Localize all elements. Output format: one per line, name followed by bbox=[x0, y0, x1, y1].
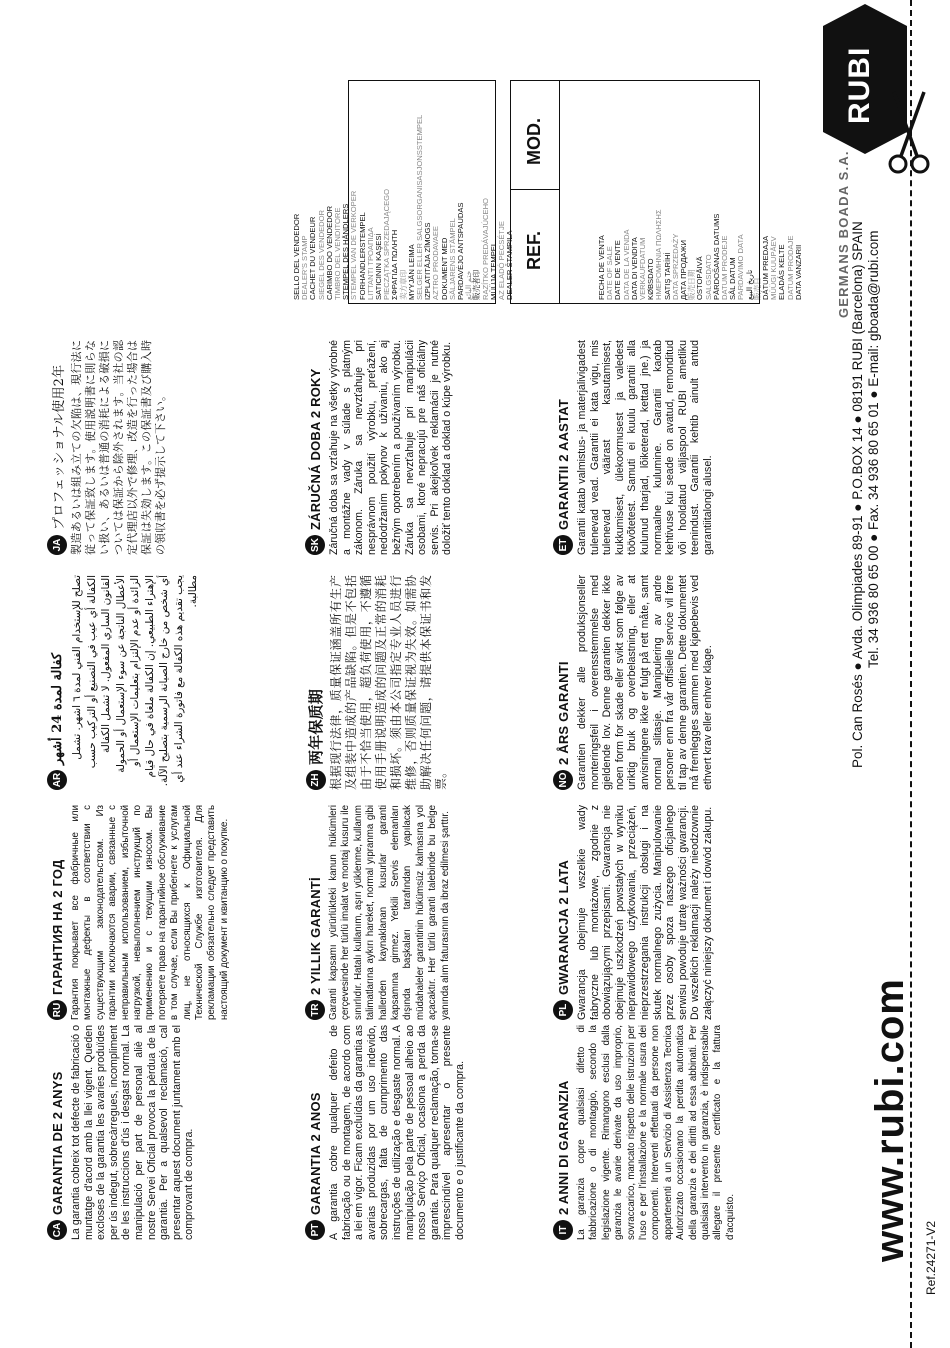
section-title: 两年保质期 bbox=[307, 688, 325, 765]
date-of-sale-label: DÁTUM PREDAJA bbox=[761, 235, 771, 300]
section-body: La garantia cobreix tot defecte de fabricació o muntatge d'acord amb la llei vigent. Queden excloses de la garantia les avaries produïdes per ús indegut, sobrecàrregues, incompliment de les instruccions d'ús i desgast normal. La manipulació per part de personal aliè al nostre Servei Oficial provoca la pèrdua de la garantia. Per a qualsevol reclamació, cal presentar aquest document juntament amb el comprovant de compra. bbox=[70, 1025, 196, 1240]
section-pt bbox=[305, 1025, 467, 1240]
language-badge: PL bbox=[553, 1000, 573, 1020]
dealer-stamp-label: ختم البائع bbox=[464, 270, 474, 300]
dealer-stamp-label: SIEGEL DES VENDEDOR bbox=[316, 209, 326, 300]
date-of-sale-label: DATA DE LA VENDA bbox=[621, 229, 631, 300]
rubi-logo-text: RUBI bbox=[843, 46, 876, 124]
company-address: Pol. Can Rosés ● Avda. Olimpiades 89-91 ● P.O.BOX 14 ● 08191 RUBI (Barcelona) SPAIN bbox=[850, 221, 865, 768]
section-no bbox=[553, 575, 715, 790]
section-title: 2 ÅRS GARANTI bbox=[555, 661, 571, 765]
dealer-stamp-label: MYYJÄN LEIMA bbox=[406, 244, 416, 300]
section-sk bbox=[305, 340, 454, 555]
language-badge: JA bbox=[47, 535, 67, 555]
reference-code: Ref.24271-V2 bbox=[924, 1220, 938, 1295]
date-of-sale-label: KØBSDATO bbox=[646, 258, 656, 300]
language-badge: SK bbox=[305, 535, 325, 555]
language-badge: IT bbox=[553, 1220, 573, 1240]
date-of-sale-label: 販売日期 bbox=[687, 269, 697, 300]
dealer-stamp-label: SÄLJARENS STÄMPEL bbox=[447, 218, 457, 300]
date-of-sale-label: DATE OF SALE bbox=[605, 246, 615, 300]
language-badge: RU bbox=[47, 1000, 67, 1020]
dealer-stamp-label: DEALER ŠTAMPILA bbox=[505, 230, 515, 300]
dealer-stamp-label: IZPLATITĀJA ZĪMOGS bbox=[423, 222, 433, 300]
section-body: Gwarancja obejmuje wszelkie wady fabryczne lub montażowe, zgodnie z obowiązującymi przepisami. Gwarancja nie obejmuje uszkodzeń powstałych w wyniku nieprawidłowego użytkowania, przeciążeń, nieprzestrzegania instrukcji obsługi i na skutek normalnego zużycia. Manipulowanie przez osoby spoza naszego oficjalnego serwisu powoduje utratę ważności gwarancji. Do wszelkich reklamacji należy nieodzownie załączyć niniejszy dokument i dowód zakupu. bbox=[576, 805, 714, 1020]
section-title: 2 YILLIK GARANTİ bbox=[307, 877, 323, 995]
date-of-sale-label: DATUM PRODAJE bbox=[785, 235, 795, 300]
date-of-sale-label: SALGSDATO bbox=[703, 254, 713, 300]
section-zh bbox=[305, 575, 449, 790]
language-badge: AR bbox=[47, 770, 67, 790]
section-title: GARANTIA DE 2 ANYS bbox=[49, 1071, 65, 1215]
date-of-sale-label: PARDAVIMO DATA bbox=[736, 234, 746, 300]
section-body: 根据现行法律，质量保证涵盖所有生产及组装中造成的产品缺陷。但是不包括由于不恰当使用，超负荷使用，不遵循使用手册说明造成的问题及正常的消耗和损坏。须由本公司指定专业人员进行维修，否则质量保证视为失效。如需协助解决任何问题，请提供本保证书和发票。 bbox=[329, 575, 448, 790]
date-of-sale-label: 販売日 bbox=[752, 277, 762, 300]
section-title: كفالة لمدة 24 أشهر bbox=[49, 652, 65, 765]
dealer-stamp-label: 販売者印 bbox=[472, 269, 482, 300]
dealer-stamp-label: AZ ELADÓ PECSÉTJE bbox=[497, 221, 507, 300]
dealer-stamp-label: TIMBRO DEL VENDITORE bbox=[333, 207, 343, 300]
dealer-stamp-label: SATICININ KAŞESİ bbox=[374, 233, 384, 300]
dealer-stamp-label: STEMPEL VAN DE VERKOPER bbox=[349, 190, 359, 300]
date-of-sale-label: OSTOPÄIVÄ bbox=[695, 256, 705, 300]
date-of-sale-label: DATA VANZARII bbox=[793, 244, 803, 300]
language-badge: ZH bbox=[306, 770, 326, 790]
section-title: ZÁRUČNÁ DOBA 2 ROKY bbox=[307, 368, 323, 530]
section-pl bbox=[553, 805, 715, 1020]
section-body: تصلح للإستخدام الفني لمدة ٦ اشهر. تشمل الكفالة أي عيب في التصنيع أو التركيب حسب القانون الساري المفعول. لا تشمل الكفالة الأعطال الناتجة عن سوء الإستعمال أو الحمولة الزائدة أو عدم الإلتزام بتعليمات الإستعمال أو الإهتراء الطبيعي. إن الكفالة ملغاة في حال قيام أي شخص من خارج الصيانة الرسمية بتصليح الآلة. يجب تقديم هذه الكفالة مع فاتورة الشراء عند أي مطالبة. bbox=[71, 575, 199, 787]
section-body: Garantien dekker alle produksjonseller monteringsfeil i overensstemmelse med gjeldende lov. Denne garantien dekker ikke noen form for skade eller svikt som følge av uriktig bruk og overbelastning, eller at anvisningene ikke er fulgt på rett måte, samt normal slitasje. Manipulering av andre personer enn fra vår offisielle service vil føre til tap av denne garantien. Dette dokumentet må fremlegges sammen med kjøpebevis ved ethvert krav eller enhver klage. bbox=[576, 575, 714, 790]
section-tr bbox=[305, 805, 452, 1020]
section-title: 2 ANNI DI GARANZIA bbox=[555, 1080, 571, 1215]
dealer-stamp-label: SELLO DEL VENDEDOR bbox=[292, 213, 301, 300]
date-of-sale-label: ДАТА ПРОДАЖИ bbox=[679, 240, 689, 300]
ref-mod-box[interactable] bbox=[510, 80, 760, 304]
section-title: ГАРАНТИЯ НА 2 ГОД bbox=[49, 859, 65, 995]
section-body: La garanzia copre qualsiasi difetto di fabbricazione o di montaggio, secondo la legislazione vigente. Rimangono esclusi dalla garanzia le avarie derivate da uso improprio, sovraccarico, mancato rispetto delle istruzioni per l'uso e per l'installazione e la normale usura dei componenti. Interventi effettuati da persone non appartenenti a un Servizio di Assistenza Tecnica Autorizzato occasionano la perdita automatica della garanzia e dei diritti ad essa abbinati. Per qualsiasi intervento in garanzia, è indispensabile allegare il presente certificato e la fattura d'acquisto. bbox=[576, 1025, 736, 1240]
company-name: GERMANS BOADA S.A. bbox=[836, 150, 851, 318]
date-of-sale-label: ELADÁS KELTE bbox=[777, 244, 787, 300]
language-badge: NO bbox=[553, 770, 573, 790]
section-body: Гарантия покрывает все фабричные или монтажные дефекты в соответствии с существующим законодательством. Из гарантии исключаются аварии, связанные с неправильным использованием, избыточной нагрузкой, невыполнением инструкций по применению и с текущим износом. Вы потеряете право на гарантийное обслуживание в том случае, если Вы прибегнете к услугам лиц, не относящихся к Официальной Технической Службе изготовителя. Для рекламации обязательно следует представить настоящий документ и квитанцию о покупке. bbox=[70, 805, 230, 1020]
date-of-sale-label: VERKAUFDATUM bbox=[638, 237, 648, 300]
dealer-stamp-label: ΣΦΡΑΓΙΔΑ ΠΩΛΗΤΗ bbox=[390, 229, 400, 300]
section-ca bbox=[47, 1025, 196, 1240]
date-of-sale-label: تاريخ البيع bbox=[744, 269, 754, 300]
dealer-stamp-label: DOKUMENT MED bbox=[439, 237, 449, 300]
dealer-stamp-label: 卖方章印 bbox=[398, 269, 408, 300]
date-of-sale-label: PĀRDOŠANAS DATUMS bbox=[711, 213, 721, 300]
date-of-sale-label: DATA DI VENDITA bbox=[629, 237, 639, 300]
dealer-stamp-label: CARIMBO DO VENDEDOR bbox=[324, 205, 334, 300]
date-of-sale-label: MÜÜGI KUUPÄEV bbox=[769, 236, 779, 300]
dealer-stamp-label: DEALER'S STAMP bbox=[300, 235, 310, 300]
section-title: GARANTIA 2 ANOS bbox=[307, 1092, 323, 1215]
section-body: Garanti kapsamı yürürlükteki kanun hükümleri çerçevesinde her türlü imalat ve montaj kusuru ile sınırlıdır. Hatalı kullanım, aşırı yüklenme, kullanım talimatlarına aykırı hareket, normal yıpranma gibi hallerden kaynaklanan kusurlar garanti kapsamına girmez. Yetkili Servis elemanları dışında başkaları tarafından yapılacak müdahaleler garantinin hükümsüz kalmasına yol açacaktır. Her türlü garanti talebinde bu belge yanında alım faturasının da ibraz edilmesi şarttır. bbox=[328, 805, 451, 1020]
ref-mod-divider bbox=[559, 81, 560, 303]
section-ja bbox=[47, 340, 168, 555]
dealer-stamp-label: STEMPEL DES HÄNDLERS bbox=[341, 203, 351, 300]
dealer-stamp-label: CACHET DU VENDEUR bbox=[308, 216, 318, 300]
dealer-stamp-label: RAZÍTKO PREDÁVAJÚCEHO bbox=[480, 198, 490, 300]
section-body: A garantia cobre qualquer defeito de fabricação ou de montagem, de acordo com a lei em vigor. Ficam excluídas da garantia as avarias produzidas por um uso indevido, sobrecargas, falta de cumprimento das instruções de utilização e desgaste normal. A manipulação pela parte de pessoal alheio ao nosso Serviço Oficial, ocasiona a perda da garantia. Para qualquer reclamação, torna-se imprescindível apresentar o presente documento e o justificante da compra. bbox=[328, 1025, 466, 1240]
dealer-stamp-label: MÜÜJA TEMPEL bbox=[488, 241, 498, 300]
website-url: www.rubi.com bbox=[868, 978, 912, 1262]
section-body: 製造あるいは組み立ての欠陥は、現行法に従って保証致します。使用説明書に則らない扱い、あるいは普通の消耗による破損については保証から除外されます。当社の認定代理店以外で修理、改造を行った場合は保証は失効します。この保証書及び購入時の領収書を必ず提示して下さい。 bbox=[70, 340, 167, 555]
mod-label: MOD. bbox=[524, 118, 544, 165]
date-of-sale-label: DATA SPRZEDAŻY bbox=[670, 233, 680, 300]
dealer-stamp-label: PARDAVĖJO ANTSPAUDAS bbox=[456, 202, 466, 300]
section-title: GARANTII 2 AASTAT bbox=[555, 399, 571, 530]
dealer-stamp-box[interactable] bbox=[348, 80, 496, 304]
language-badge: TR bbox=[305, 1000, 325, 1020]
date-of-sale-label: FECHA DE VENTA bbox=[597, 235, 606, 300]
date-of-sale-label: ΗΜΕΡΟΜΗΝΙΑ ΠΩΛΗΣΗΣ bbox=[654, 209, 664, 300]
date-of-sale-label: DATE DE VENTE bbox=[613, 240, 623, 300]
dealer-stamp-label: AZTRO PRODAVAEE bbox=[431, 226, 441, 300]
section-ru bbox=[47, 805, 231, 1020]
section-et bbox=[553, 340, 715, 555]
section-body: Záručná doba sa vzťahuje na všetky výrobné a montážne vady v súlade s platným zákonom. Záruka sa nevzťahuje pri nesprávnom použití výrobku, preťažení, nedodržaním pokynov k užívaniu, ako aj bežným opotrebením a používaním výrobku. Záruka sa nevzťahuje pri manipulácii osobami, ktoré nepracujú pre náš oficiálny servis. Pri akejkoľvek reklamácii je nutné doložiť tento doklad a doklad o kúpe výrobku. bbox=[328, 340, 454, 555]
scissors-icon bbox=[886, 88, 932, 178]
ref-mod-middle-divider bbox=[511, 189, 559, 190]
section-body: Garantii katab valmistus- ja materjalivigadest tulenevad vead. Garantii ei kata vigu, mis tulenevad väärast kasutamisest, kukkumisest, ülekoormusest ja valedest töövõtetest. Samuti ei kuulu garantii alla kulunud tharjad, lõiketerad, kettad jne.) ja normaalne kulumine. Garantii kaotab kehtivuse kui seade on avatud, remonditud või hooldatud väljaspool RUBI ametliku teenindust. Garantii kehtib ainult antud garantiitalongi alusel. bbox=[576, 340, 714, 555]
date-of-sale-label: SÅL DATUM bbox=[728, 257, 738, 300]
dealer-stamp-label: PIECZĄTKA SPRZEDAJĄCEGO bbox=[382, 189, 392, 300]
section-ar bbox=[47, 575, 201, 790]
language-badge: CA bbox=[47, 1220, 67, 1240]
cut-line bbox=[910, 0, 912, 1348]
date-of-sale-label: SATIŞ TARİHİ bbox=[662, 252, 672, 300]
section-title: プロフェッショナル使用2年 bbox=[51, 364, 67, 530]
dealer-stamp-label: SELGER ELLER SALGSORGANISASJONSSTEMPEL bbox=[415, 114, 425, 300]
dealer-stamp-label: LITTANTI TPOAΠΙΔΑ bbox=[365, 227, 375, 300]
section-title: GWARANCJA 2 LATA bbox=[555, 859, 571, 995]
section-it bbox=[553, 1025, 737, 1240]
date-of-sale-label: DATUM PRODEJE bbox=[720, 235, 730, 300]
dealer-stamp-label: FORHANDLERSTEMPEL bbox=[357, 212, 367, 300]
company-contact: Tel. 34 936 80 65 00 ● Fax. 34 936 80 65 01 ● E-mail: gboada@rubi.com bbox=[866, 230, 881, 668]
language-badge: ET bbox=[553, 535, 573, 555]
ref-label: REF. bbox=[524, 230, 544, 270]
language-badge: PT bbox=[305, 1220, 325, 1240]
